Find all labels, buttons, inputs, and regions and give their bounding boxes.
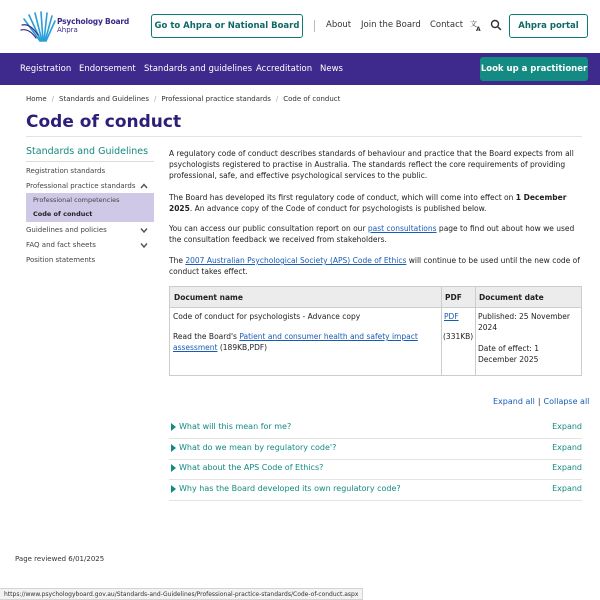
breadcrumb: Home / Standards and Guidelines / Professional practice standards / Code of conduct (26, 95, 341, 103)
table-divider (475, 287, 476, 375)
sidebar-item-registration[interactable] (26, 167, 154, 175)
sidebar-item-label: Position statements (26, 256, 96, 264)
psychology-board-logo[interactable] (20, 11, 130, 43)
accordion-question[interactable]: What will this mean for me? (179, 422, 292, 431)
page-title: Code of conduct (26, 112, 182, 132)
expand-link[interactable]: Expand (552, 463, 582, 472)
effect-text-end: . An advance copy of the Code of conduct for psychologists is published below. (189, 204, 487, 214)
sidebar-item-faq[interactable] (26, 241, 154, 249)
sidebar-item-guidelines[interactable] (26, 226, 154, 234)
expand-link[interactable]: Expand (552, 484, 582, 493)
aps-paragraph (169, 255, 582, 277)
pdf-link[interactable]: PDF (444, 312, 459, 321)
effect-paragraph (169, 192, 582, 214)
title-divider (26, 136, 582, 137)
page-reviewed-date: Page reviewed 6/01/2025 (15, 555, 105, 563)
effective-date: Date of effect: 1 December 2025 (478, 344, 540, 365)
translate-icon[interactable] (470, 19, 482, 31)
svg-text:A: A (476, 26, 481, 31)
sidebar-divider (26, 161, 154, 162)
accordion-item[interactable] (169, 418, 582, 439)
sidebar-item-position[interactable] (26, 256, 154, 264)
caret-right-icon (171, 485, 176, 493)
header-divider (314, 20, 315, 32)
aps-code-link[interactable]: 2007 Australian Psychological Society (APS) Code of Ethics (185, 256, 407, 265)
expand-link[interactable]: Expand (552, 422, 582, 431)
breadcrumb-standards[interactable]: Standards and Guidelines (59, 95, 149, 103)
sidebar-item-label: Registration standards (26, 167, 106, 175)
impact-assessment-link[interactable]: Patient and consumer health and safety impact assessment (173, 332, 418, 353)
consultation-text: You can access our public consultation report on our (169, 224, 368, 233)
impact-size: (189KB,PDF) (217, 343, 268, 353)
caret-right-icon (171, 423, 176, 431)
accordion-item[interactable] (169, 459, 582, 480)
nav-item-endorsement[interactable]: Endorsement (79, 64, 136, 74)
expand-link[interactable]: Expand (552, 443, 582, 452)
table-header-pdf: PDF (441, 287, 475, 308)
logo-fan-icon (20, 11, 56, 43)
sidebar-item-label: Guidelines and policies (26, 226, 107, 234)
logo-ahpra: Ahpra (57, 26, 78, 34)
sidebar-heading[interactable]: Standards and Guidelines (26, 146, 149, 157)
accordion-question[interactable]: Why has the Board developed its own regulatory code? (179, 484, 401, 493)
published-date: Published: 25 November 2024 (478, 312, 570, 333)
documents-table (169, 286, 582, 376)
nav-item-accreditation[interactable]: Accreditation (256, 64, 313, 74)
accordion-controls: Expand all | Collapse all (493, 397, 590, 406)
chevron-up-icon[interactable] (140, 182, 148, 190)
nav-item-registration[interactable]: Registration (20, 64, 72, 74)
table-header-name: Document name (170, 287, 441, 308)
caret-right-icon (171, 444, 176, 452)
svg-text:文: 文 (470, 20, 477, 28)
accordion-item[interactable] (169, 480, 582, 501)
table-cell-pdf (444, 311, 459, 322)
accordion-item[interactable] (169, 439, 582, 460)
sidebar-item-practice[interactable] (26, 182, 154, 190)
expand-all-link[interactable]: Expand all (493, 397, 535, 406)
site-header (0, 0, 600, 53)
table-divider (441, 287, 442, 375)
chevron-down-icon[interactable] (140, 241, 148, 249)
consultation-text-end: page to find out about how we used the consultation feedback we received from stakeholders. (169, 224, 575, 245)
table-cell-impact (173, 331, 438, 353)
intro-paragraph: A regulatory code of conduct describes standards of behaviour and practice that the Board expects from all psychologists registered to practise in Australia. The standards reflect the core requirements of providing professional, safe, and effective psychological services to the public. (169, 149, 574, 181)
aps-text-end: will continue to be used until the new code of conduct takes effect. (169, 256, 580, 277)
sidebar-item-label: Professional practice standards (26, 182, 136, 190)
header-link-contact[interactable]: Contact (430, 20, 464, 30)
accordion-question[interactable]: What do we mean by regulatory code'? (179, 443, 337, 452)
collapse-all-link[interactable]: Collapse all (543, 397, 590, 406)
search-icon[interactable] (490, 19, 502, 31)
nav-item-news[interactable]: News (320, 64, 343, 74)
effect-text: The Board has developed its first regulatory code of conduct, which will come into effect on (169, 193, 516, 202)
ahpra-portal-button[interactable]: Ahpra portal (509, 14, 588, 38)
sidebar-item-competencies[interactable]: Professional competencies (33, 196, 120, 204)
browser-status-url: https://www.psychologyboard.gov.au/Standards-and-Guidelines/Professional-practice-standards/Code-of-conduct.aspx (0, 588, 363, 600)
breadcrumb-practice[interactable]: Professional practice standards (161, 95, 271, 103)
lookup-practitioner-button[interactable]: Look up a practitioner (480, 57, 588, 81)
caret-right-icon (171, 464, 176, 472)
logo-board-name: Psychology Board (57, 17, 130, 26)
main-nav (0, 53, 600, 85)
past-consultations-link[interactable]: past consultations (367, 224, 437, 233)
table-cell-doc-name: Code of conduct for psychologists - Advance copy (173, 312, 361, 321)
aps-text: The (169, 256, 186, 265)
chevron-down-icon[interactable] (140, 226, 148, 234)
breadcrumb-current: Code of conduct (283, 95, 341, 103)
consultation-paragraph (169, 223, 582, 245)
table-header-date: Document date (475, 287, 581, 308)
effect-date: 1 December 2025 (169, 193, 567, 214)
national-board-button[interactable]: Go to Ahpra or National Board (151, 14, 303, 38)
pdf-size: (331KB) (443, 332, 474, 341)
accordion-question[interactable]: What about the APS Code of Ethics? (179, 463, 324, 472)
nav-item-standards[interactable]: Standards and guidelines (144, 64, 253, 74)
sidebar-item-code-active[interactable]: Code of conduct (33, 210, 93, 218)
sidebar-item-label: FAQ and fact sheets (26, 241, 96, 249)
header-link-join[interactable]: Join the Board (361, 20, 421, 30)
impact-text: Read the Board's (173, 332, 240, 341)
breadcrumb-home[interactable]: Home (26, 95, 47, 103)
header-link-about[interactable]: About (326, 20, 352, 30)
